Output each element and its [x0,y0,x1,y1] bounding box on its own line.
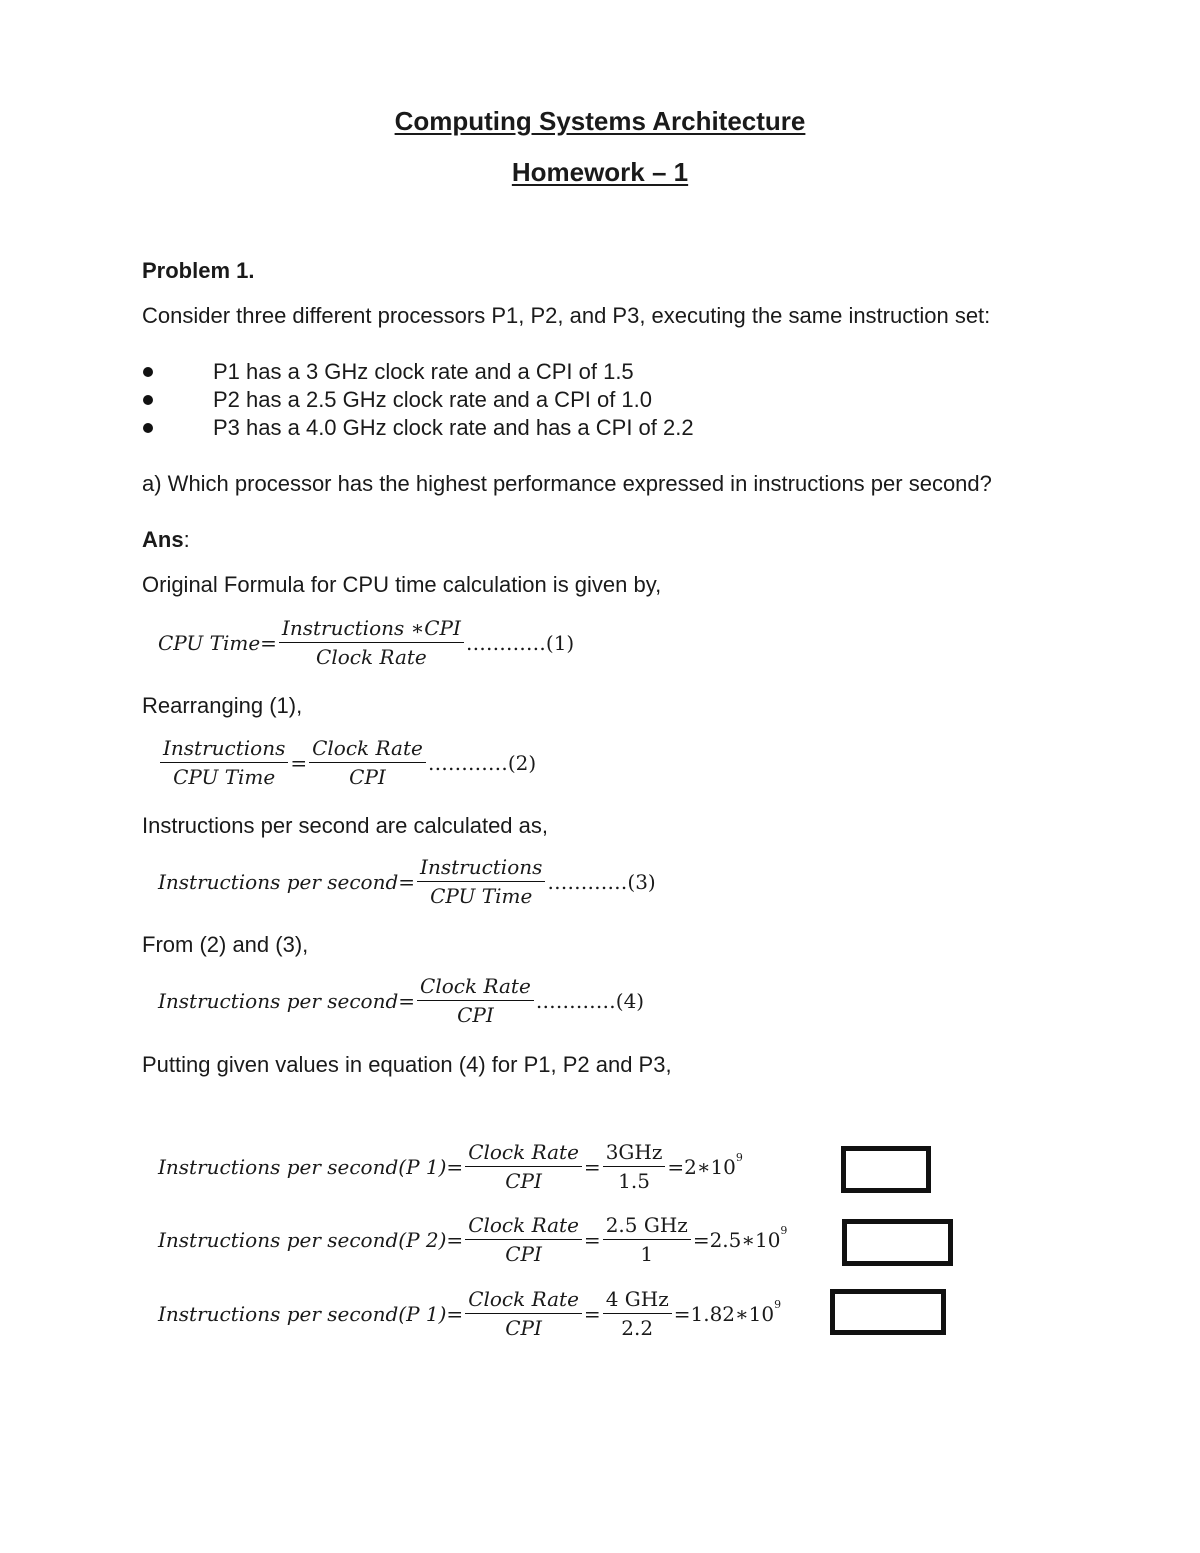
answer-box-p1[interactable] [841,1146,931,1193]
calculation-denominator-value: 2.2 [621,1316,654,1340]
calculation-denominator-value: 1.5 [618,1169,650,1193]
equation-1-denominator: Clock Rate [316,645,427,669]
answer-label-colon: : [183,527,190,552]
bullet-icon [143,395,153,405]
calculation-denominator: CPI [505,1316,542,1340]
calculation-lhs: Instructions per second(P 2)= [158,1227,464,1252]
equation-3-numerator: Instructions [417,855,545,882]
equation-1 [158,616,574,669]
equation-4-denominator: CPI [457,1003,494,1027]
answer-box-p3[interactable] [830,1289,946,1335]
bullet-icon [143,423,153,433]
calculation-fraction-formula [465,1287,582,1340]
bullet-item-p2: P2 has a 2.5 GHz clock rate and a CPI of 1.0 [213,387,653,412]
answer-box-p2[interactable] [842,1219,953,1266]
calculation-denominator-value: 1 [640,1242,654,1266]
equation-4-number: …………(4) [535,988,645,1013]
calculation-numerator: Clock Rate [465,1287,582,1314]
answer-line-putting-values: Putting given values in equation (4) for P1, P2 and P3, [142,1052,672,1077]
calculation-fraction-values [603,1213,691,1266]
calculation-denominator: CPI [505,1169,542,1193]
calculation-p1: Instructions per second(P 1)= $\frac{\text{Clock Rate}}{\text{CPI}}$ = $\frac{\text{3GHz}}{1.5}$ =2∗10 9 [158,1140,743,1193]
bullet-item-p1: P1 has a 3 GHz clock rate and a CPI of 1.5 [213,359,634,384]
equation-1-lhs: CPU Time= [158,630,277,655]
calculation-fraction-formula [465,1140,582,1193]
equation-2-fraction-left [160,736,288,789]
equation-2-denominator-right: CPI [349,765,386,789]
calculation-p3: Instructions per second(P 1)= $\frac{\text{Clock Rate}}{\text{CPI}}$ = $\frac{\text{4 GHz}}{2.2}$ =1.82∗10 9 [158,1287,782,1340]
calculation-fraction-values [603,1140,666,1193]
equation-2-equals: = [290,750,308,775]
calculation-numerator-value: 3GHz [603,1140,666,1167]
document-title: Computing Systems Architecture [394,106,806,136]
question-a: a) Which processor has the highest performance expressed in instructions per second? [142,471,992,496]
equation-2-fraction-right [309,736,426,789]
calculation-fraction-values [603,1287,672,1340]
answer-line-formula-intro: Original Formula for CPU time calculation is given by, [142,572,662,597]
bullet-item-p3: P3 has a 4.0 GHz clock rate and has a CPI of 2.2 [213,415,694,440]
answer-line-from-2-3: From (2) and (3), [142,932,309,957]
calculation-numerator: Clock Rate [465,1213,582,1240]
equation-3-fraction [417,855,545,908]
calculation-numerator: Clock Rate [465,1140,582,1167]
answer-label [142,527,190,553]
equation-3-number: …………(3) [547,869,656,894]
calculation-result: =1.82∗10 [673,1301,775,1326]
calculation-denominator: CPI [505,1242,542,1266]
calculation-result: =2∗10 [667,1154,736,1179]
equation-3-denominator: CPU Time [430,884,533,908]
problem-intro: Consider three different processors P1, P2, and P3, executing the same instruction set: [142,303,991,328]
equation-2-numerator-left: Instructions [160,736,288,763]
problem-heading: Problem 1. [142,258,255,283]
answer-label-text: Ans [142,527,184,552]
calculation-exponent: 9 [735,1151,743,1164]
answer-line-ips-intro: Instructions per second are calculated as, [142,813,549,838]
equation-4-numerator: Clock Rate [417,974,534,1001]
calculation-exponent: 9 [774,1298,782,1311]
calculation-fraction-formula [465,1213,582,1266]
equation-3-lhs: Instructions per second= [158,869,416,894]
equation-2-numerator-right: Clock Rate [309,736,426,763]
equation-1-number: …………(1) [465,630,575,655]
answer-line-rearranging: Rearranging (1), [142,693,303,718]
calculation-numerator-value: 2.5 GHz [603,1213,691,1240]
calculation-exponent: 9 [780,1224,788,1237]
bullet-icon [143,367,153,377]
equation-3 [158,855,656,908]
calculation-lhs: Instructions per second(P 1)= [158,1301,464,1326]
calculation-lhs: Instructions per second(P 1)= [158,1154,464,1179]
equation-4-lhs: Instructions per second= [158,988,416,1013]
equation-4 [158,974,644,1027]
equation-1-fraction [279,616,464,669]
equation-2-number: …………(2) [427,750,537,775]
calculation-numerator-value: 4 GHz [603,1287,672,1314]
calculation-p2: Instructions per second(P 2)= $\frac{\text{Clock Rate}}{\text{CPI}}$ = $\frac{\text{2.5 GHz}}{1}$ =2.5∗10 9 [158,1213,788,1266]
document-subtitle: Homework – 1 [511,157,689,187]
equation-1-numerator: Instructions ∗CPI [279,616,464,643]
equation-4-fraction [417,974,534,1027]
calculation-result: =2.5∗10 [692,1227,781,1252]
equation-2-denominator-left: CPU Time [173,765,276,789]
equation-2 [158,736,536,789]
